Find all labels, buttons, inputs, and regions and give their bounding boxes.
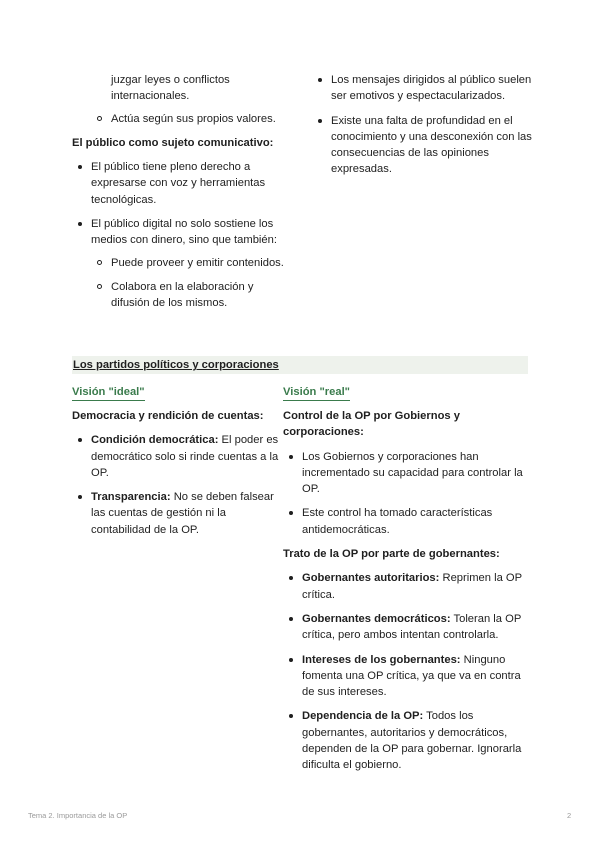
list-item: Los Gobiernos y corporaciones han incrementado su capacidad para controlar la OP. [283,449,533,498]
list-item: El público tiene pleno derecho a expresarse con voz y herramientas tecnológicas. [72,159,290,208]
page-number: 2 [567,811,572,820]
ideal-column [72,384,286,546]
real-heading-treatment: Trato de la OP por parte de gobernantes: [283,548,500,561]
description: No se deben falsear las cuentas de gestión ni la contabilidad de la OP. [91,491,274,536]
description: Ninguno fomenta una OP crítica, ya que va en contra de sus intereses. [302,653,521,699]
list-item: Actúa según sus propios valores. [91,111,290,127]
description: Toleran la OP crítica, pero ambos intentan controlarla. [302,612,522,642]
control-list [283,449,533,538]
public-heading: El público como sujeto comunicativo: [72,136,274,149]
term: Gobernantes democráticos: [302,612,451,625]
ideal-heading: Democracia y rendición de cuentas: [72,410,264,422]
list-item [72,432,286,481]
section-title [72,356,528,374]
ideal-list [72,432,286,538]
ideal-vision-label: Visión "ideal" [72,384,145,401]
term: Intereses de los gobernantes: [302,653,461,666]
section-title-text: Los partidos políticos y corporaciones [73,359,279,371]
term: Condición democrática: [91,434,219,447]
sub-list [91,255,290,312]
list-item [283,708,533,773]
list-item [72,216,290,311]
description: El poder es democrático solo si rinde cuentas a la OP. [91,434,279,479]
list-item [72,489,286,538]
top-right-column [312,72,532,186]
list-item-text: El público digital no solo sostiene los medios con dinero, sino que también: [91,218,277,247]
list-item [283,611,533,644]
term: Gobernantes autoritarios: [302,572,440,585]
message-list [312,72,532,178]
list-item [283,652,533,701]
list-item: Existe una falta de profundidad en el conocimiento y una desconexión con las consecuencias de las opiniones expresadas. [312,113,532,178]
continued-sub-item: juzgar leyes o conflictos internacionales. [111,74,230,103]
real-vision-label: Visión "real" [283,384,350,401]
list-item [283,570,533,603]
real-heading-control: Control de la OP por Gobiernos y corporaciones: [283,410,460,439]
sub-list [72,111,290,127]
list-item: Colabora en la elaboración y difusión de los mismos. [91,279,290,312]
list-item: Este control ha tomado características antidemocráticas. [283,505,533,538]
top-left-column [72,72,290,320]
treatment-list [283,570,533,773]
description: Reprimen la OP crítica. [302,572,522,601]
list-item: Puede proveer y emitir contenidos. [91,255,290,271]
description: Todos los gobernantes, autoritarios y democráticos, dependen de la OP para gobernar. Ignorarla dificulta el gobierno. [302,710,522,772]
real-column [283,384,533,782]
footer-title: Tema 2. Importancia de la OP [28,811,128,820]
list-item: Los mensajes dirigidos al público suelen ser emotivos y espectacularizados. [312,72,532,105]
public-list [72,159,290,311]
term: Transparencia: [91,491,171,504]
term: Dependencia de la OP: [302,710,424,723]
